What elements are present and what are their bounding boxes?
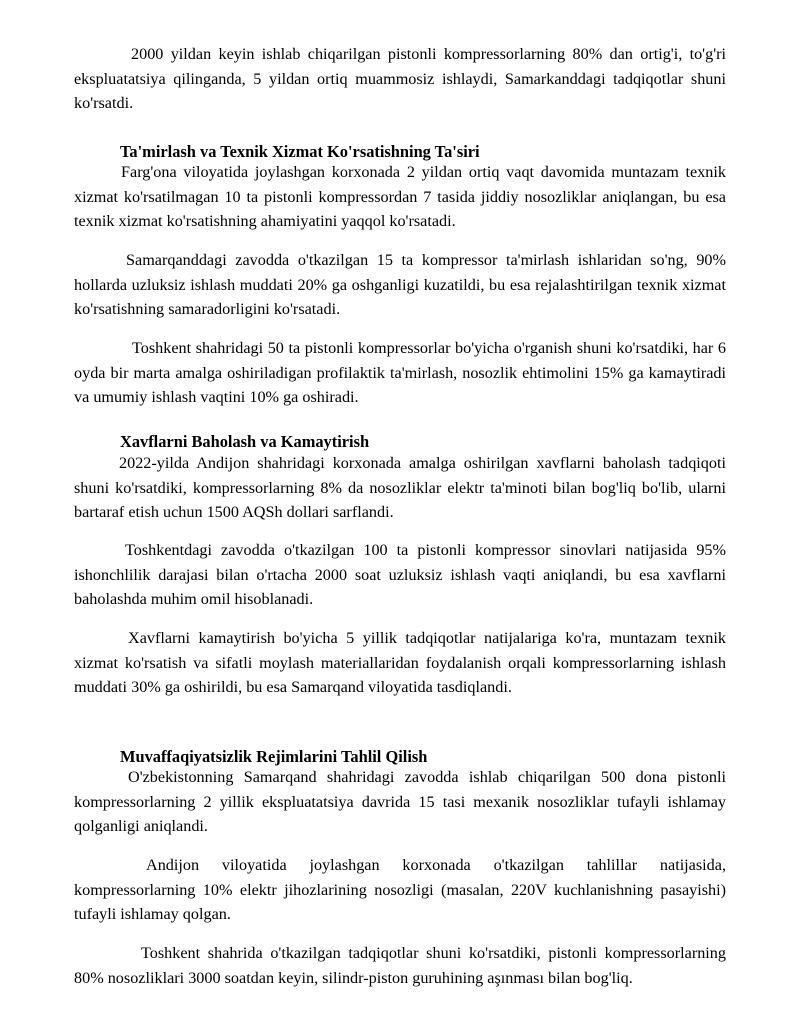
paragraph-tashkent-wear: Toshkent shahrida o'tkazilgan tadqiqotlar shuni ko'rsatdiki, pistonli kompressorlarning 80% nosozliklari 3000 soatdan keyin, silindr-piston guruhining aşınması bilan bog'liq. <box>74 944 726 987</box>
section-heading-failure-modes: Muvaffaqiyatsizlik Rejimlarini Tahlil Qilish <box>120 747 428 766</box>
section-heading-maintenance: Ta'mirlash va Texnik Xizmat Ko'rsatishning Ta'siri <box>120 142 480 161</box>
paragraph-andijan-risk: 2022-yilda Andijon shahridagi korxonada amalga oshirilgan xavflarni baholash tadqiqoti shuni ko'rsatdiki, kompressorlarning 8% da nosozliklar elektr ta'minoti bilan bog'liq bo'lib, ularni bartaraf etish uchun 1500 AQSh dollari sarflandi. <box>74 454 726 521</box>
paragraph-risk-reduction: Xavflarni kamaytirish bo'yicha 5 yillik tadqiqotlar natijalariga ko'ra, muntazam texnik xizmat ko'rsatish va sifatli moylash materiallaridan foydalanish orqali kompressorlarning ishlash muddati 30% ga oshirildi, bu esa Samarqand viloyatida tasdiqlandi. <box>74 629 726 696</box>
paragraph-tashkent-study: Toshkent shahridagi 50 ta pistonli kompressorlar bo'yicha o'rganish shuni ko'rsatdiki, har 6 oyda bir marta amalga oshiriladigan profilaktik ta'mirlash, nosozlik ehtimolini 15% ga kamaytiradi va umumiy ishlash vaqtini 10% ga oshiradi. <box>74 339 726 406</box>
paragraph-tashkent-reliability: Toshkentdagi zavodda o'tkazilgan 100 ta pistonli kompressor sinovlari natijasida 95% ishonchlilik darajasi bilan o'rtacha 2000 soat uzluksiz ishlash vaqti aniqlandi, bu esa xavflarni baholashda muhim omil hisoblanadi. <box>74 541 726 608</box>
paragraph-samarkand-failures: O'zbekistonning Samarqand shahridagi zavodda ishlab chiqarilgan 500 dona pistonli kompressorlarning 2 yillik ekspluatatsiya davrida 15 tasi mexanik nosozliklar tufayli ishlamay qolganligi aniqlandi. <box>74 768 726 835</box>
paragraph-compressor-longevity: 2000 yildan keyin ishlab chiqarilgan pistonli kompressorlarning 80% dan ortig'i, to'g'ri ekspluatatsiya qilinganda, 5 yildan ortiq muammosiz ishlaydi, Samarkanddagi tadqiqotlar shuni ko'rsatdi. <box>74 45 726 112</box>
paragraph-andijan-electrical: Andijon viloyatida joylashgan korxonada o'tkazilgan tahlillar natijasida, kompressorlarning 10% elektr jihozlarining nosozligi (masalan, 220V kuchlanishning pasayishi) tufayli ishlamay qolgan. <box>74 856 726 923</box>
section-heading-risk: Xavflarni Baholash va Kamaytirish <box>120 432 370 451</box>
paragraph-samarkand-repairs: Samarqanddagi zavodda o'tkazilgan 15 ta kompressor ta'mirlash ishlaridan so'ng, 90% hollarda uzluksiz ishlash muddati 20% ga oshganligi kuzatildi, bu esa rejalashtirilgan texnik xizmat ko'rsatishning samaradorligini ko'rsatadi. <box>74 251 726 318</box>
paragraph-fergana-study: Farg'ona viloyatida joylashgan korxonada 2 yildan ortiq vaqt davomida muntazam texnik xizmat ko'rsatilmagan 10 ta pistonli kompressordan 7 tasida jiddiy nosozliklar aniqlangan, bu esa texnik xizmat ko'rsatishning ahamiyatini yaqqol ko'rsatadi. <box>74 163 726 230</box>
